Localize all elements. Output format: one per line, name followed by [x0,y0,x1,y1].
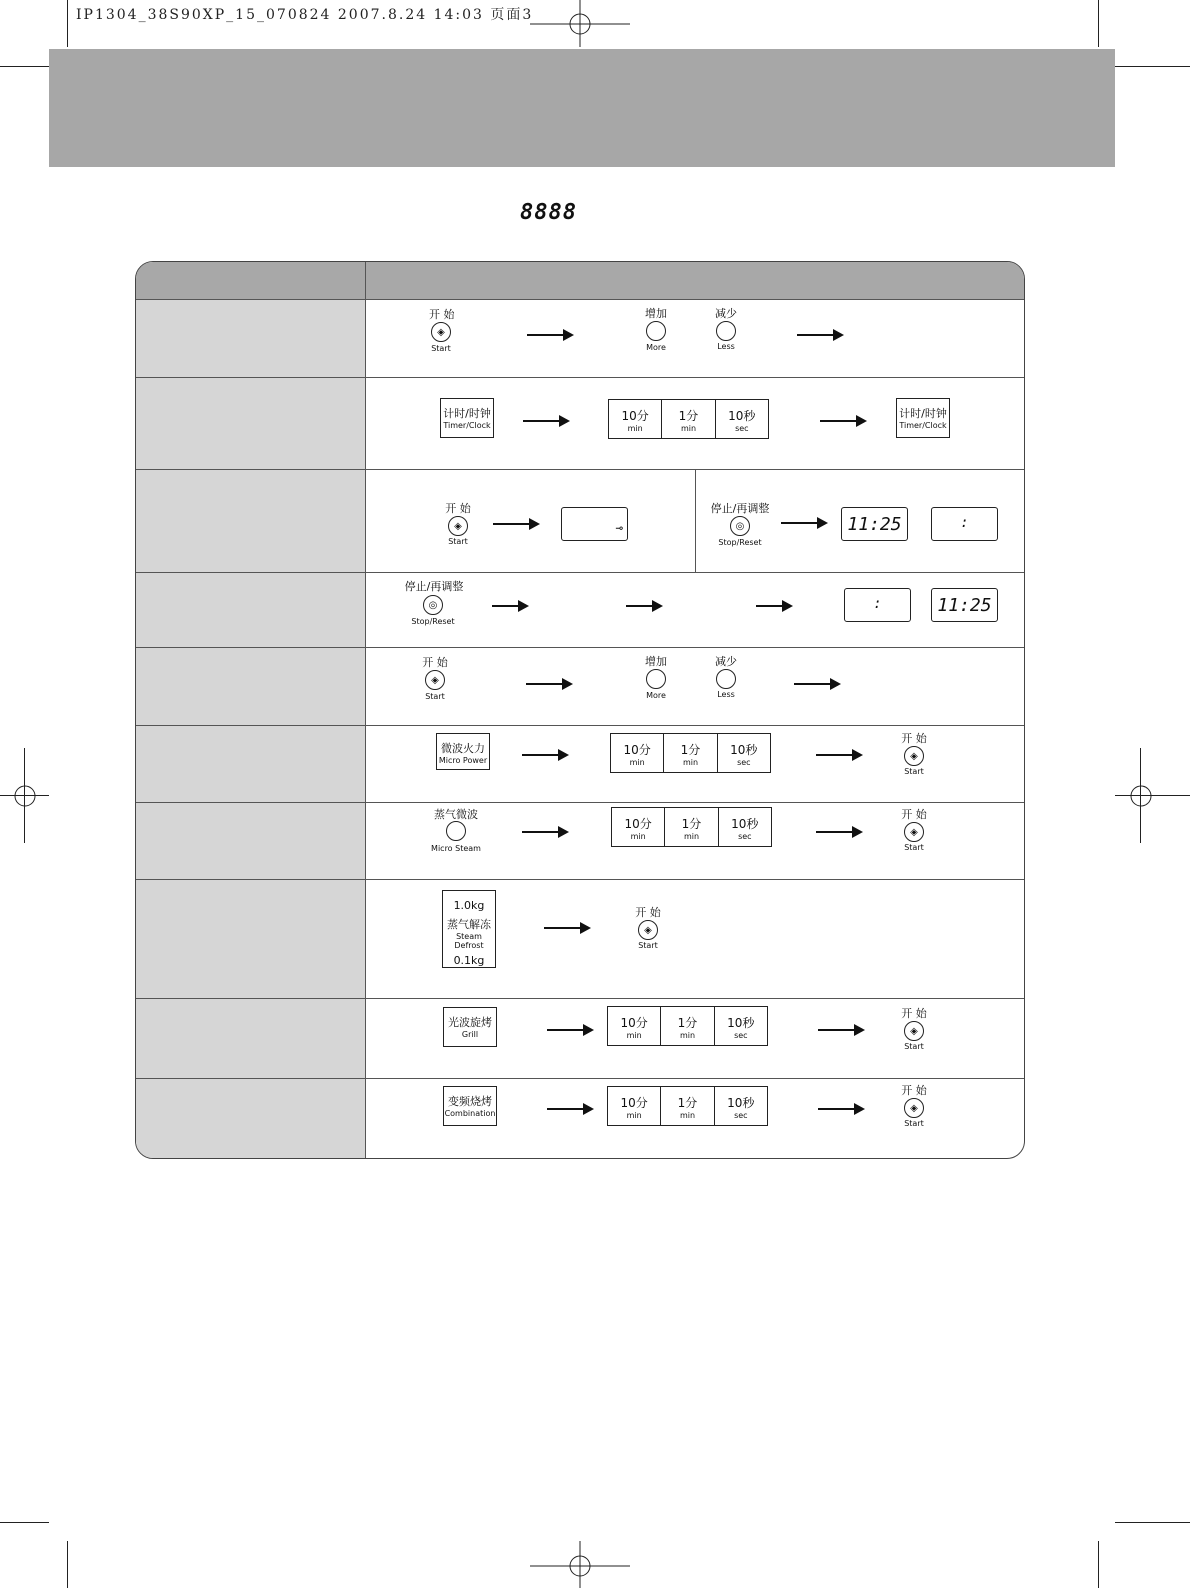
less-sub: Less [717,342,735,351]
grill-sub: Grill [461,1030,479,1039]
start-sub: Start [904,1119,924,1128]
less-button[interactable] [716,669,736,689]
arrow-icon [797,334,842,336]
timer-clock-sub: Timer/Clock [443,421,491,430]
table-row [136,647,1024,726]
arrow-icon [794,683,839,685]
micro-steam-button[interactable] [446,821,466,841]
colon-display: : [931,507,998,541]
ten-sec-button[interactable]: 10秒 sec [727,1016,755,1040]
start-button[interactable]: ◈ [638,920,658,940]
start-button[interactable]: ◈ [904,746,924,766]
arrow-icon [547,1029,592,1031]
cell-divider [695,470,696,573]
table-row [136,469,1024,573]
arrow-icon [626,605,661,607]
registration-mark-left [12,783,38,809]
start-sub: Start [425,692,445,701]
lock-display: ⊸ [561,507,628,541]
row-label-cell [136,378,366,470]
one-min-button[interactable]: 1分 min [662,400,715,438]
arrow-icon [816,754,861,756]
start-button[interactable]: ◈ [904,1021,924,1041]
arrow-icon [781,522,826,524]
row-label-cell [136,1079,366,1159]
start-label: 开 始 [901,1084,927,1097]
arrow-icon [544,927,589,929]
steam-defrost-sub: Steam Defrost [454,932,484,950]
start-label: 开 始 [901,808,927,821]
start-label: 开 始 [445,502,471,515]
grill-button[interactable] [443,1007,497,1047]
start-label: 开 始 [429,308,455,321]
time-set-buttons [607,1086,768,1126]
stop-reset-sub: Stop/Reset [718,538,762,547]
ten-sec-button[interactable]: 10秒 sec [731,817,759,841]
defrost-min-weight: 0.1kg [453,954,485,967]
arrow-icon [493,523,538,525]
print-file-info: IP1304_38S90XP_15_070824 2007.8.24 14:03 页面3 [76,7,534,23]
table-row [136,299,1024,378]
less-label: 减少 [715,307,737,320]
time-set-buttons [611,807,772,847]
instruction-table [135,261,1025,1159]
timer-clock-label: 计时/时钟 [443,407,491,420]
start-label: 开 始 [422,656,448,669]
arrow-icon [522,831,567,833]
micro-steam-sub: Micro Steam [431,844,481,853]
combination-sub: Combination [444,1109,496,1118]
table-header [136,262,1024,300]
start-sub: Start [638,941,658,950]
micro-power-sub: Micro Power [438,756,488,765]
steam-defrost-button[interactable] [442,890,496,968]
less-label: 减少 [715,655,737,668]
row-label-cell [136,300,366,378]
table-row [136,1078,1024,1159]
more-button[interactable] [646,321,666,341]
row-label-cell [136,880,366,999]
start-label: 开 始 [635,906,661,919]
arrow-icon [820,420,865,422]
more-button[interactable] [646,669,666,689]
combination-button[interactable] [443,1086,497,1126]
micro-steam-label: 蒸气微波 [434,808,478,821]
ten-sec-button[interactable]: 10秒 sec [728,409,756,433]
start-button[interactable]: ◈ [448,516,468,536]
more-sub: More [646,691,666,700]
stop-reset-label: 停止/再调整 [404,580,464,593]
more-label: 增加 [645,655,667,668]
table-row [136,725,1024,803]
micro-power-button[interactable] [436,733,490,770]
stop-reset-button[interactable]: ◎ [730,516,750,536]
arrow-icon [492,605,527,607]
colon-display: : [844,588,911,622]
start-sub: Start [904,1042,924,1051]
start-button[interactable]: ◈ [431,322,451,342]
arrow-icon [818,1108,863,1110]
row-label-cell [136,803,366,880]
start-sub: Start [431,344,451,353]
registration-mark-bottom [530,1541,630,1588]
registration-mark-right [1128,783,1154,809]
timer-clock-button[interactable] [896,398,950,438]
row-label-cell [136,573,366,648]
ten-min-button[interactable]: 10分 min [608,1087,661,1125]
start-label: 开 始 [901,732,927,745]
table-row [136,572,1024,648]
arrow-icon [522,754,567,756]
one-min-button[interactable]: 1分 min [661,1007,714,1045]
more-label: 增加 [645,307,667,320]
ten-sec-button[interactable]: 10秒 sec [730,743,758,767]
less-sub: Less [717,690,735,699]
start-button[interactable]: ◈ [425,670,445,690]
timer-clock-label: 计时/时钟 [899,407,947,420]
table-row [136,377,1024,470]
ten-min-button[interactable]: 10分 min [608,1007,661,1045]
start-button[interactable]: ◈ [904,1098,924,1118]
registration-mark-top [530,0,630,48]
table-row [136,879,1024,999]
row-label-cell [136,726,366,803]
more-sub: More [646,343,666,352]
table-row [136,998,1024,1079]
arrow-icon [547,1108,592,1110]
one-min-button[interactable]: 1分 min [665,808,718,846]
arrow-icon [526,683,571,685]
arrow-icon [756,605,791,607]
arrow-icon [816,831,861,833]
ten-sec-button[interactable]: 10秒 sec [727,1096,755,1120]
time-set-buttons [610,733,771,773]
start-sub: Start [904,843,924,852]
arrow-icon [818,1029,863,1031]
defrost-max-weight: 1.0kg [453,899,485,912]
timer-clock-button[interactable] [440,398,494,438]
start-sub: Start [904,767,924,776]
start-button[interactable]: ◈ [904,822,924,842]
title-band [49,49,1115,167]
timer-clock-sub: Timer/Clock [899,421,947,430]
arrow-icon [523,420,568,422]
clock-display: 11:25 [841,507,908,541]
stop-reset-label: 停止/再调整 [710,502,770,515]
one-min-button[interactable]: 1分 min [664,734,717,772]
row-label-cell [136,999,366,1079]
less-button[interactable] [716,321,736,341]
row-label-cell [136,470,366,573]
stop-reset-sub: Stop/Reset [411,617,455,626]
ten-min-button[interactable]: 10分 min [609,400,662,438]
micro-power-label: 微波火力 [441,742,485,755]
display-segment-glyph: 8888 [520,200,577,225]
time-set-buttons [608,399,769,439]
combination-label: 变频烧烤 [448,1095,492,1108]
one-min-button[interactable]: 1分 min [661,1087,714,1125]
time-set-buttons [607,1006,768,1046]
table-row [136,802,1024,880]
steam-defrost-label: 蒸气解冻 [447,918,491,931]
start-sub: Start [448,537,468,546]
stop-reset-button[interactable]: ◎ [423,595,443,615]
ten-min-button[interactable]: 10分 min [612,808,665,846]
start-label: 开 始 [901,1007,927,1020]
ten-min-button[interactable]: 10分 min [611,734,664,772]
clock-display: 11:25 [931,588,998,622]
grill-label: 光波旋烤 [448,1016,492,1029]
row-label-cell [136,648,366,726]
arrow-icon [527,334,572,336]
